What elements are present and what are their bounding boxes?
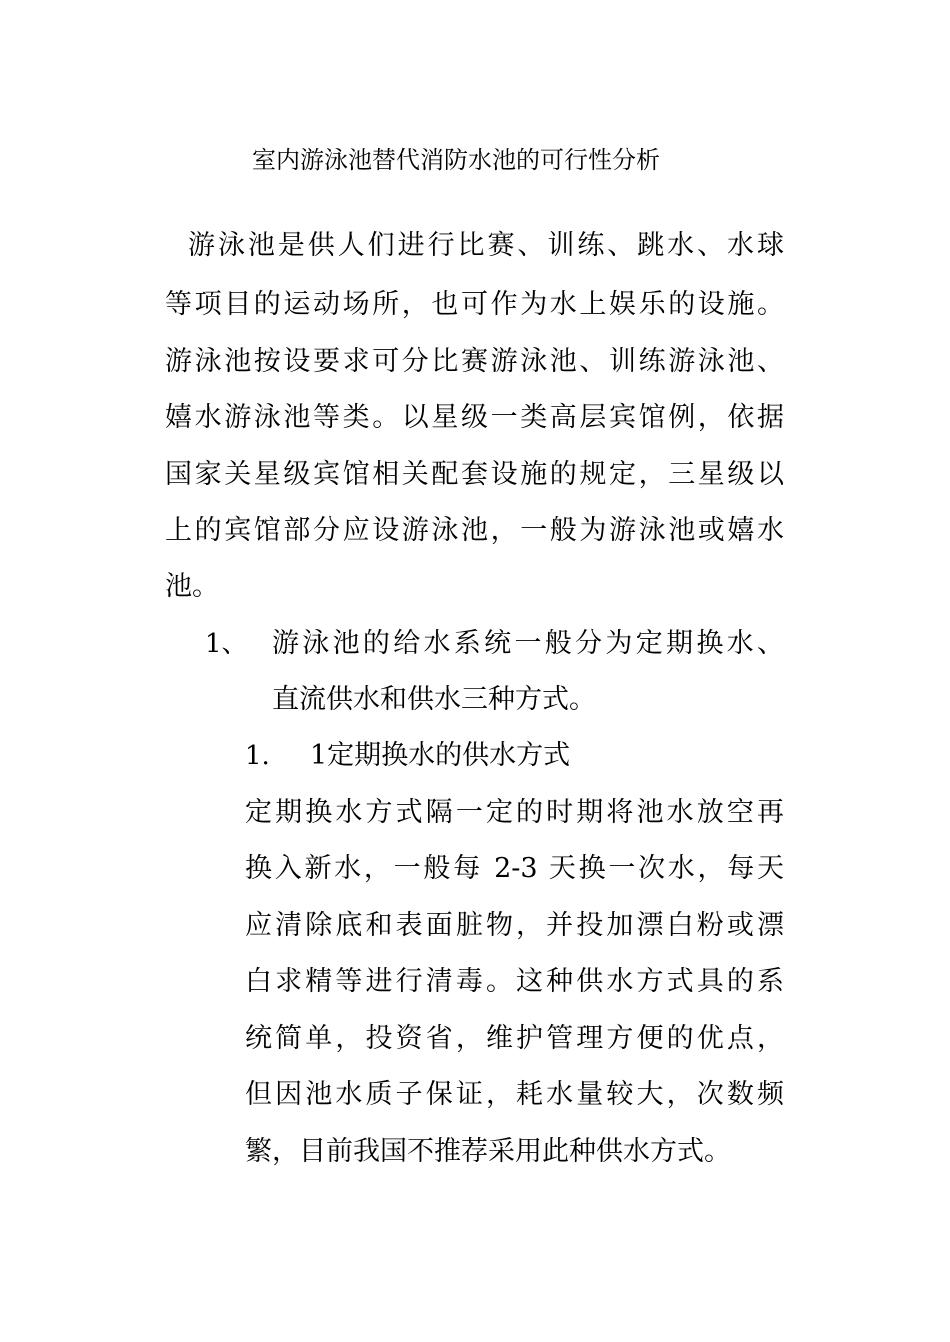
subsection-line: 定期换水方式隔一定的时期将池水放空再 bbox=[245, 797, 784, 828]
paragraph-line: 上的宾馆部分应设游泳池，一般为游泳池或嬉水 bbox=[165, 515, 784, 546]
document-title: 室内游泳池替代消防水池的可行性分析 bbox=[252, 146, 660, 174]
paragraph-line: 池。 bbox=[165, 571, 219, 602]
subsection-line: 换入新水，一般每 2-3 天换一次水，每天 bbox=[245, 853, 784, 884]
subsection-line: 繁，目前我国不推荐采用此种供水方式。 bbox=[245, 1136, 731, 1167]
section-heading-line: 直流供水和供水三种方式。 bbox=[272, 684, 596, 715]
subsection-number: 1. bbox=[245, 741, 270, 771]
paragraph-line: 游泳池按设要求可分比赛游泳池、训练游泳池、 bbox=[165, 346, 784, 377]
subsection-line: 应清除底和表面脏物，并投加漂白粉或漂 bbox=[245, 910, 784, 941]
paragraph-line: 嬉水游泳池等类。以星级一类高层宾馆例，依据 bbox=[165, 402, 784, 433]
subsection-line: 但因池水质子保证，耗水量较大，次数频 bbox=[245, 1079, 784, 1110]
section-heading-line: 游泳池的给水系统一般分为定期换水、 bbox=[272, 628, 784, 659]
subsection-heading: 1定期换水的供水方式 bbox=[310, 740, 571, 771]
subsection-line: 白求精等进行清毒。这种供水方式具的系 bbox=[245, 966, 784, 997]
paragraph-line: 等项目的运动场所，也可作为水上娱乐的设施。 bbox=[165, 289, 784, 320]
paragraph-line: 国家关星级宾馆相关配套设施的规定，三星级以 bbox=[165, 459, 784, 490]
subsection-line: 统简单，投资省，维护管理方便的优点， bbox=[245, 1023, 784, 1054]
paragraph-line: 游泳池是供人们进行比赛、训练、跳水、水球 bbox=[188, 230, 784, 261]
section-number: 1、 bbox=[205, 629, 248, 659]
